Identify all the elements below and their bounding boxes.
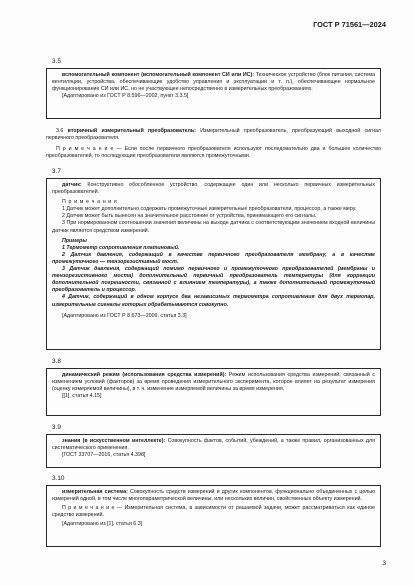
- definition-box: [46, 178, 381, 350]
- term: знания (в искусственном интеллекте):: [62, 438, 166, 444]
- definition-box: [46, 68, 381, 119]
- note: П р и м е ч а н и е — Если после первичного преобразователя используют последовательно два и большее количество преобразователей, то последующие преобразователи являются промежуточными.: [46, 146, 381, 160]
- definition: Конструктивно обособленное устройство, содержащее один или несколько первичных измерительных преобразователей.: [52, 182, 375, 196]
- definition: Измерительный преобразователь, преобразующий выходной сигнал первичного преобразователя.: [46, 128, 381, 142]
- definition-box: [46, 485, 381, 547]
- definition: Техническое устройство (блок питания, система вентиляции, устройства, обеспечивающие удобство управления и эксплуатации и т. п.), обеспечивающее нормальное функционирование СИ или ИС, но не участвующее непосредственно в измерительных преобразованиях.: [52, 72, 375, 93]
- definition-text: [52, 438, 375, 452]
- example: 2 Датчик давления, содержащий в качестве первичного преобразователя мембрану, а в качестве промежуточного — тензорезистивный мост.: [52, 251, 375, 265]
- examples-heading: Примеры: [62, 237, 87, 244]
- definition-box: [46, 434, 381, 468]
- example: 1 Термометр сопротивления платиновый.: [62, 244, 180, 251]
- note: П р и м е ч а н и е — Измерительная система, в зависимости от решаемой задачи, может рассматриваться как единое средство измерений.: [52, 505, 375, 519]
- definition-text: [46, 128, 381, 142]
- page-number: 3: [382, 560, 386, 567]
- definition-block: [46, 128, 381, 160]
- section-number: 3.8: [52, 358, 61, 365]
- source-reference: [[1], статья 4.15]: [62, 393, 102, 400]
- term: вспомогательный компонент (вспомогательный компонент СИ или ИС):: [62, 72, 255, 78]
- section-number: 3.5: [52, 58, 61, 65]
- term: вторичный измерительный преобразователь:: [67, 128, 196, 134]
- source-reference: [Адаптировано из [1], статья 6.3]: [62, 521, 143, 528]
- note: 1 Датчик может дополнительно содержать промежуточные измерительные преобразователи, процессор, а также меру.: [62, 206, 357, 213]
- example: 3 Датчик давления, содержащий помимо первичного и промежуточного преобразователей (мембраны и тензорезистивного моста) дополнительный первичный преобразователь температуры (для коррекции дополнительной погрешности, связанной с влиянием температуры), а также дополнительный промежуточный преобразователь и процессор.: [52, 266, 375, 294]
- notes-heading: П р и м е ч а н и я: [62, 199, 118, 206]
- definition-text: [52, 489, 375, 503]
- definition: Совокупность фактов, событий, убеждений, а также правил, организованных для систематического применения.: [52, 438, 375, 452]
- definition-text: [52, 372, 375, 393]
- note: 2 Датчик может быть вынесен на значительное расстояние от устройства, принимающего его сигналы.: [62, 213, 317, 220]
- section-number: 3.7: [52, 168, 61, 175]
- definition: Режим использования средства измерений, связанный с изменением условий (факторов) за время проведения измерительного эксперимента, которое влияет на результат измерения (оценку измеряемой величины), в т. ч. изменение измеряемой величины за время измерения.: [52, 372, 375, 393]
- definition-text: [52, 72, 375, 93]
- document-header: ГОСТ Р 71561—2024: [313, 20, 386, 29]
- section-number: 3.6: [56, 128, 64, 134]
- term: динамический режим (использования средства измерений):: [62, 372, 227, 378]
- definition-text: [52, 182, 375, 196]
- source-reference: [Адаптировано из ГОСТ Р 8.673—2009, статья 3.3]: [62, 312, 187, 319]
- definition: Совокупность средств измерений и других компонентов, функционально объединенных с целью измерений одной, в том числе многопараметрической величины, или нескольких величин, свойственных объекту измерений.: [52, 489, 375, 503]
- source-reference: [Адаптировано из ГОСТ Р 8.596—2002, пункт 3.3.5]: [62, 93, 189, 100]
- source-reference: [ГОСТ 33707—2016, статья 4.398]: [62, 452, 146, 459]
- note: 3 При нормированном соотношении значения величины на выходе датчика с соответствующим значением входной величины датчик является средством измерений.: [52, 220, 375, 234]
- section-number: 3.10: [52, 475, 65, 482]
- example: 4 Датчик, содержащий в одном корпусе два независимых термометра сопротивления для двух термопар, измерительные сигналы которых обрабатываются совокупно.: [52, 294, 375, 308]
- term: датчик:: [62, 182, 82, 188]
- term: измерительная система:: [62, 489, 128, 495]
- section-number: 3.9: [52, 424, 61, 431]
- definition-box: [46, 368, 381, 416]
